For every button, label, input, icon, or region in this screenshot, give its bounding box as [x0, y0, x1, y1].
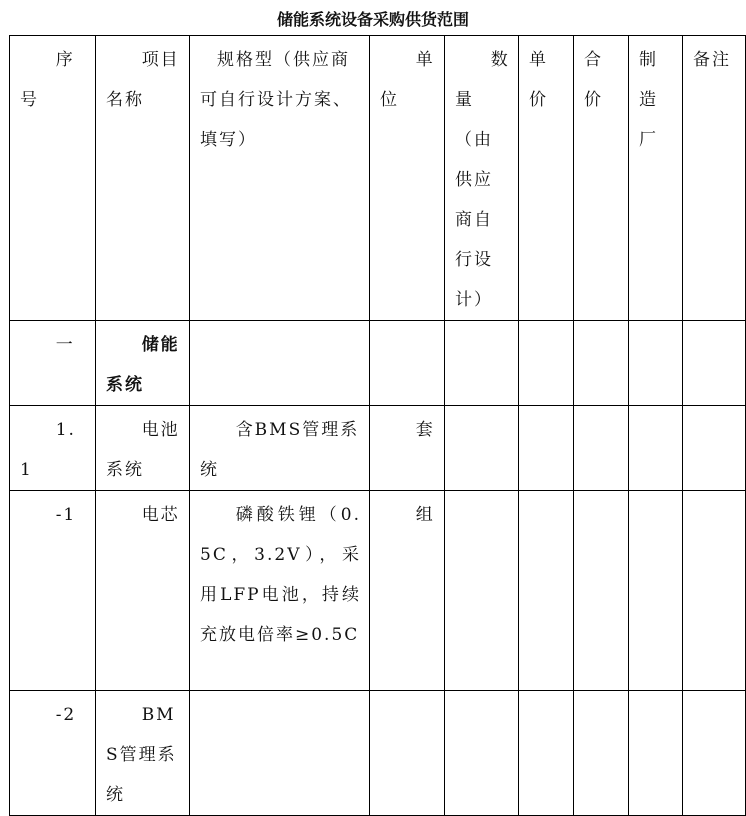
row-quantity	[445, 691, 519, 816]
header-spec: 规格型（供应商可自行设计方案、填写）	[190, 36, 370, 321]
row-remarks	[683, 406, 746, 491]
row-spec: 含BMS管理系统	[190, 406, 370, 491]
row-total-price	[574, 691, 629, 816]
document-title: 储能系统设备采购供货范围	[276, 10, 469, 29]
row-unit-price	[519, 491, 574, 691]
table-row	[10, 691, 746, 816]
header-item-name: 项目名称	[96, 36, 190, 321]
row-quantity	[445, 321, 519, 406]
header-quantity: 数量（由供应商自行设计）	[445, 36, 519, 321]
row-unit: 套	[370, 406, 445, 491]
row-item-name: 电池系统	[96, 406, 190, 491]
row-unit-price	[519, 321, 574, 406]
row-manufacturer	[629, 691, 683, 816]
header-unit: 单位	[370, 36, 445, 321]
row-item-name: 储能系统	[96, 321, 190, 406]
row-spec: 磷酸铁锂（0.5C，3.2V），采用LFP电池，持续充放电倍率≥0.5C	[190, 491, 370, 691]
row-total-price	[574, 406, 629, 491]
row-total-price	[574, 321, 629, 406]
row-unit-price	[519, 691, 574, 816]
row-seq: -1	[10, 491, 96, 691]
header-manufacturer: 制造厂	[629, 36, 683, 321]
header-unit-price: 单价	[519, 36, 574, 321]
table-row	[10, 406, 746, 491]
row-remarks	[683, 691, 746, 816]
row-spec	[190, 691, 370, 816]
table-row	[10, 321, 746, 406]
procurement-table	[9, 35, 746, 816]
row-unit-price	[519, 406, 574, 491]
row-manufacturer	[629, 321, 683, 406]
header-seq: 序号	[10, 36, 96, 321]
row-unit	[370, 321, 445, 406]
row-item-name: BMS管理系统	[96, 691, 190, 816]
header-row	[10, 36, 746, 321]
header-remarks: 备注	[683, 36, 746, 321]
row-seq: -2	[10, 691, 96, 816]
row-unit: 组	[370, 491, 445, 691]
row-total-price	[574, 491, 629, 691]
row-quantity	[445, 491, 519, 691]
header-total-price: 合价	[574, 36, 629, 321]
row-seq: 1.1	[10, 406, 96, 491]
row-quantity	[445, 406, 519, 491]
row-seq: 一	[10, 321, 96, 406]
row-manufacturer	[629, 406, 683, 491]
row-manufacturer	[629, 491, 683, 691]
row-item-name: 电芯	[96, 491, 190, 691]
row-remarks	[683, 491, 746, 691]
table-row	[10, 491, 746, 691]
row-remarks	[683, 321, 746, 406]
row-spec	[190, 321, 370, 406]
row-unit	[370, 691, 445, 816]
